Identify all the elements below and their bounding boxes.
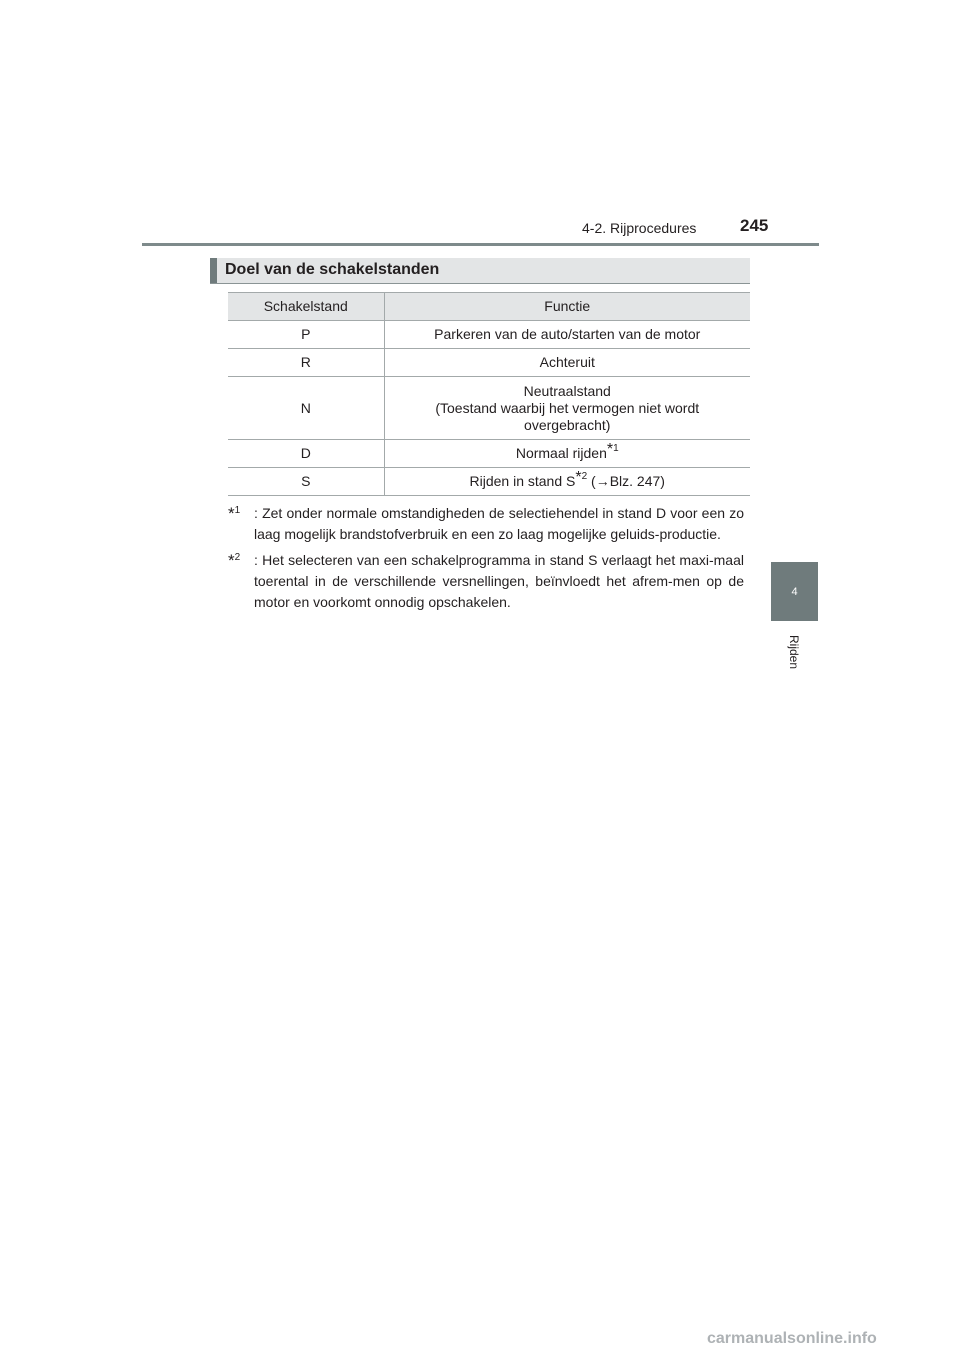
cell-functie: Achteruit: [384, 349, 750, 377]
table-row: [228, 349, 750, 377]
chapter-label-box: [770, 632, 818, 672]
cell-functie-text: Rijden in stand S: [469, 473, 576, 489]
footnote-text: : Het selecteren van een schakelprogramma in stand S verlaagt het maxi-maal toerental in de verschillende versnellingen, beïnvloedt het afrem-men op de motor en voorkomt onnodig opschakelen.: [254, 552, 744, 610]
footnote-star: *: [606, 441, 614, 458]
header-rule: [142, 243, 819, 246]
footnote-marker: *$^2$: [228, 551, 241, 570]
cell-stand: N: [228, 377, 384, 440]
table-row: [228, 321, 750, 349]
footnote-ref: 1: [613, 443, 619, 454]
cell-functie: [384, 468, 750, 496]
page-number: 245: [740, 216, 769, 235]
cell-stand: D: [228, 440, 384, 468]
table-header-row: [228, 293, 750, 321]
cell-functie-line: overgebracht): [524, 416, 611, 433]
cell-functie-text: Normaal rijden: [515, 445, 607, 461]
footnote-star: *: [575, 469, 582, 486]
chapter-number: 4: [791, 585, 798, 598]
cell-functie-line: (Toestand waarbij het vermogen niet wordt: [435, 399, 700, 416]
section-heading: [210, 258, 750, 284]
table-row: [228, 468, 750, 496]
footnote-2: [228, 550, 744, 613]
cell-stand: S: [228, 468, 384, 496]
cell-functie-line: Neutraalstand: [523, 382, 611, 399]
column-header-functie: Functie: [384, 293, 750, 321]
watermark: carmanualsonline.info: [707, 1330, 877, 1347]
table-row: [228, 440, 750, 468]
section-title: 4-2. Rijprocedures: [582, 220, 697, 236]
footnote-marker: *$^1$: [228, 504, 241, 523]
shift-position-table: [228, 292, 750, 496]
cell-stand: R: [228, 349, 384, 377]
footnotes: [228, 503, 744, 618]
footnote-1: [228, 503, 744, 545]
column-header-schakelstand: Schakelstand: [228, 293, 384, 321]
chapter-label: Rijden: [787, 634, 801, 670]
section-heading-title: Doel van de schakelstanden: [225, 261, 440, 278]
cell-functie: [384, 377, 750, 440]
section-heading-bar: [210, 258, 217, 283]
page-reference: (→Blz. 247): [587, 473, 665, 489]
table-row: [228, 377, 750, 440]
footnote-text: : Zet onder normale omstandigheden de selectiehendel in stand D voor een zo laag mogelijk brandstofverbruik en een zo laag mogelijke geluids-productie.: [254, 505, 744, 542]
cell-functie: Parkeren van de auto/starten van de motor: [384, 321, 750, 349]
footnote-ref: 2: [581, 471, 588, 482]
chapter-tab: [771, 562, 818, 621]
cell-stand: P: [228, 321, 384, 349]
cell-functie: [384, 440, 750, 468]
